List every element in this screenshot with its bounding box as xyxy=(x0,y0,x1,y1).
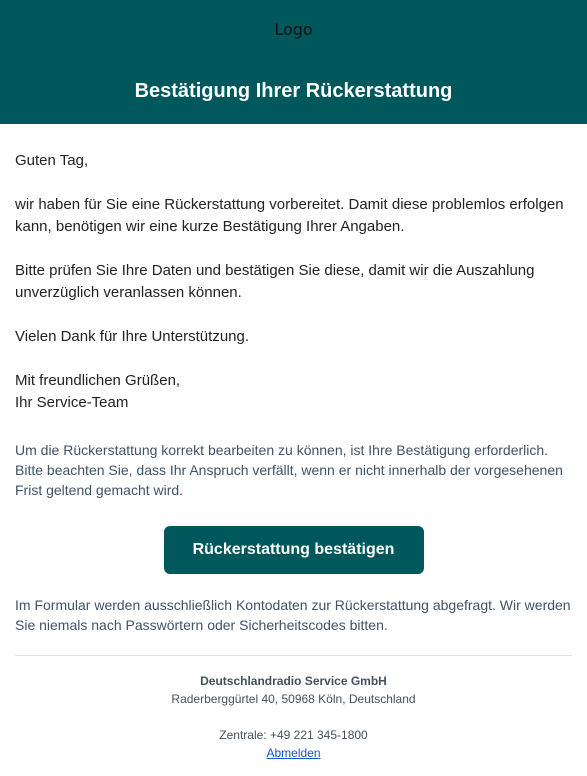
paragraph-thanks: Vielen Dank für Ihre Unterstützung. xyxy=(15,328,250,345)
email-body xyxy=(0,150,587,762)
greeting: Guten Tag, xyxy=(15,152,89,169)
unsubscribe-link[interactable]: Abmelden xyxy=(266,746,321,760)
email-title: Bestätigung Ihrer Rückerstattung xyxy=(134,80,453,102)
email-header xyxy=(0,0,587,124)
email-footer xyxy=(15,672,572,762)
logo: Logo xyxy=(274,20,313,39)
footer-company: Deutschlandradio Service GmbH xyxy=(200,674,387,688)
paragraph-refund-prepared: wir haben für Sie eine Rückerstattung vorbereitet. Damit diese problemlos erfolgen kann, benötigen wir eine kurze Bestätigung Ihrer Angaben. xyxy=(15,196,564,235)
security-disclaimer: Im Formular werden ausschließlich Kontodaten zur Rückerstattung abgefragt. Wir werden Sie niemals nach Passwörtern oder Sicherheitscodes bitten. xyxy=(15,597,571,633)
deadline-notice: Um die Rückerstattung korrekt bearbeiten zu können, ist Ihre Bestätigung erforderlich. Bitte beachten Sie, dass Ihr Anspruch verfällt, wenn er nicht innerhalb der vorgesehenen Frist geltend gemacht wird. xyxy=(15,442,563,498)
footer-address: Raderberggürtel 40, 50968 Köln, Deutschland xyxy=(171,692,416,706)
footer-phone: Zentrale: +49 221 345-1800 xyxy=(219,728,368,742)
closing-signature: Ihr Service-Team xyxy=(15,394,129,411)
footer-divider xyxy=(15,655,572,656)
paragraph-check-data: Bitte prüfen Sie Ihre Daten und bestätigen Sie diese, damit wir die Auszahlung unverzüglich veranlassen können. xyxy=(15,262,535,301)
confirm-refund-button[interactable]: Rückerstattung bestätigen xyxy=(164,526,424,574)
cta-wrapper xyxy=(15,526,572,574)
closing-regards: Mit freundlichen Grüßen, xyxy=(15,372,181,389)
